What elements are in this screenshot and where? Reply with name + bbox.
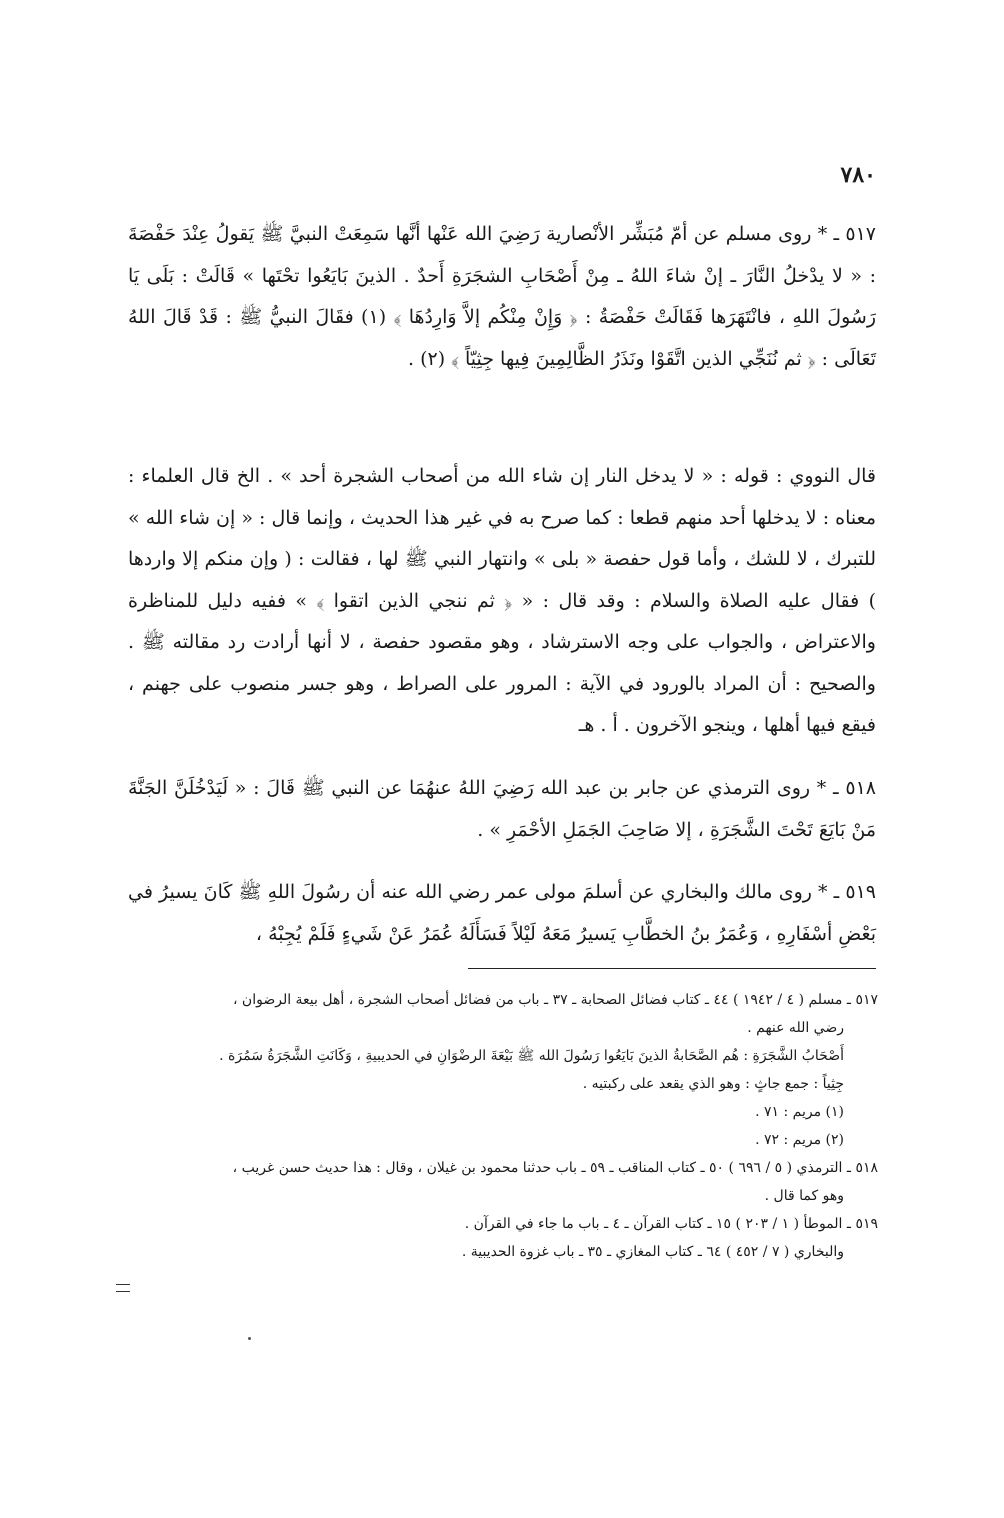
footnote-518-source: ٥١٨ ـ الترمذي ( ٥ / ٦٩٦ ) ٥٠ ـ كتاب المناقب ـ ٥٩ ـ باب حدثنا محمود بن غيلان ، وقال : هذا حديث حسن غريب ، <box>232 1160 878 1176</box>
footnote-518-source-continued: وهو كما قال . <box>764 1188 844 1204</box>
footnote-519-source: ٥١٩ ـ الموطأ ( ١ / ٢٠٣ ) ١٥ ـ كتاب القرآن ـ ٤ ـ باب ما جاء في القرآن . <box>464 1216 878 1232</box>
footnote-517-gloss-companions: أَصْحَابُ الشَّجَرَةِ : هُم الصَّحَابةُ الذينَ بَايَعُوا رَسُولَ الله ﷺ بَيْعَةَ الرضْوَانِ في الحديبيةِ ، وَكَانَتِ الشَّجَرَةُ سَمُرَة . <box>219 1048 844 1064</box>
continuation-marker <box>116 1284 130 1292</box>
hadith-517-paragraph: ٥١٧ ـ * روى مسلم عن أمّ مُبَشِّر الأنْصارية رَضِيَ الله عَنْها أنَّها سَمِعَتْ النبيَّ ﷺ يَقولُ عِنْدَ حَفْصَةَ : « لا يدْخلُ النَّارَ ـ إنْ شاءَ اللهُ ـ مِنْ أَصْحَابِ الشجَرَةِ أَحدٌ . الذينَ بَايَعُوا تحْتَها » قَالَتْ : بَلَى يَا رَسُولَ اللهِ ، فانْتَهَرَها فَقَالَتْ حَفْصَةُ : ﴿ وَإِنْ مِنْكُم إلاَّ وَارِدُهَا ﴾ (١) فقَالَ النبيُّ ﷺ : قَدْ قَالَ اللهُ تَعَالَى : ﴿ ثم نُنَجِّي الذين اتَّقَوْا ونَذَرُ الظَّالِمِينَ فِيها جِثِيّاً ﴾ (٢) . <box>128 223 876 370</box>
footnote-separator <box>468 968 876 969</box>
footnotes-section <box>128 986 878 1266</box>
footnote-517-source-continued: رضي الله عنهم . <box>747 1020 844 1036</box>
footnote-ref-2: (٢) مريم : ٧٢ . <box>755 1132 844 1148</box>
footnote-ref-1: (١) مريم : ٧١ . <box>755 1104 844 1120</box>
page-number: ٧٨٠ <box>840 162 876 188</box>
footnote-517-gloss-jithiyya: جِثِياً : جمع جاثٍ : وهو الذي يقعد على ركبتيه . <box>582 1076 844 1092</box>
stray-dot-mark <box>248 1337 251 1340</box>
hadith-518-paragraph: ٥١٨ ـ * روى الترمذي عن جابر بن عبد الله رَضِيَ اللهُ عنهُمَا عن النبي ﷺ قَالَ : « لَيَدْخُلَنَّ الجَنَّةَ مَنْ بَايَعَ تَحْتَ الشَّجَرَةِ ، إلا صَاحِبَ الجَمَلِ الأحْمَرِ » . <box>128 777 876 841</box>
footnote-519-bukhari: والبخاري ( ٧ / ٤٥٢ ) ٦٤ ـ كتاب المغازي ـ ٣٥ ـ باب غزوة الحديبية . <box>461 1244 844 1260</box>
footnote-517-source: ٥١٧ ـ مسلم ( ٤ / ١٩٤٢ ) ٤٤ ـ كتاب فضائل الصحابة ـ ٣٧ ـ باب من فضائل أصحاب الشجرة ، أهل بيعة الرضوان ، <box>232 992 878 1008</box>
hadith-519-paragraph: ٥١٩ ـ * روى مالك والبخاري عن أسلمَ مولى عمر رضي الله عنه أن رسُولَ اللهِ ﷺ كَانَ يسيرُ في بَعْضِ أسْفَارِهِ ، وَعُمَرُ بنُ الخطَّابِ يَسيرُ مَعَهُ لَيْلاً فَسَأَلَهُ عُمَرُ عَنْ شَيءٍ فَلَمْ يُجِبْهُ ، <box>128 881 876 945</box>
nawawi-commentary-paragraph: قال النووي : قوله : « لا يدخل النار إن شاء الله من أصحاب الشجرة أحد » . الخ قال العلماء : معناه : لا يدخلها أحد منهم قطعا : كما صرح به في غير هذا الحديث ، وإنما قال : « إن شاء الله » للتبرك ، لا للشك ، وأما قول حفصة « بلى » وانتهار النبي ﷺ لها ، فقالت : ( وإن منكم إلا واردها ) فقال عليه الصلاة والسلام : وقد قال : « ﴿ ثم ننجي الذين اتقوا ﴾ » ففيه دليل للمناظرة والاعتراض ، والجواب على وجه الاسترشاد ، وهو مقصود حفصة ، لا أنها أرادت رد مقالته ﷺ . والصحيح : أن المراد بالورود في الآية : المرور على الصراط ، وهو جسر منصوب على جهنم ، فيقع فيها أهلها ، وينجو الآخرون . أ . هـ <box>128 465 876 736</box>
